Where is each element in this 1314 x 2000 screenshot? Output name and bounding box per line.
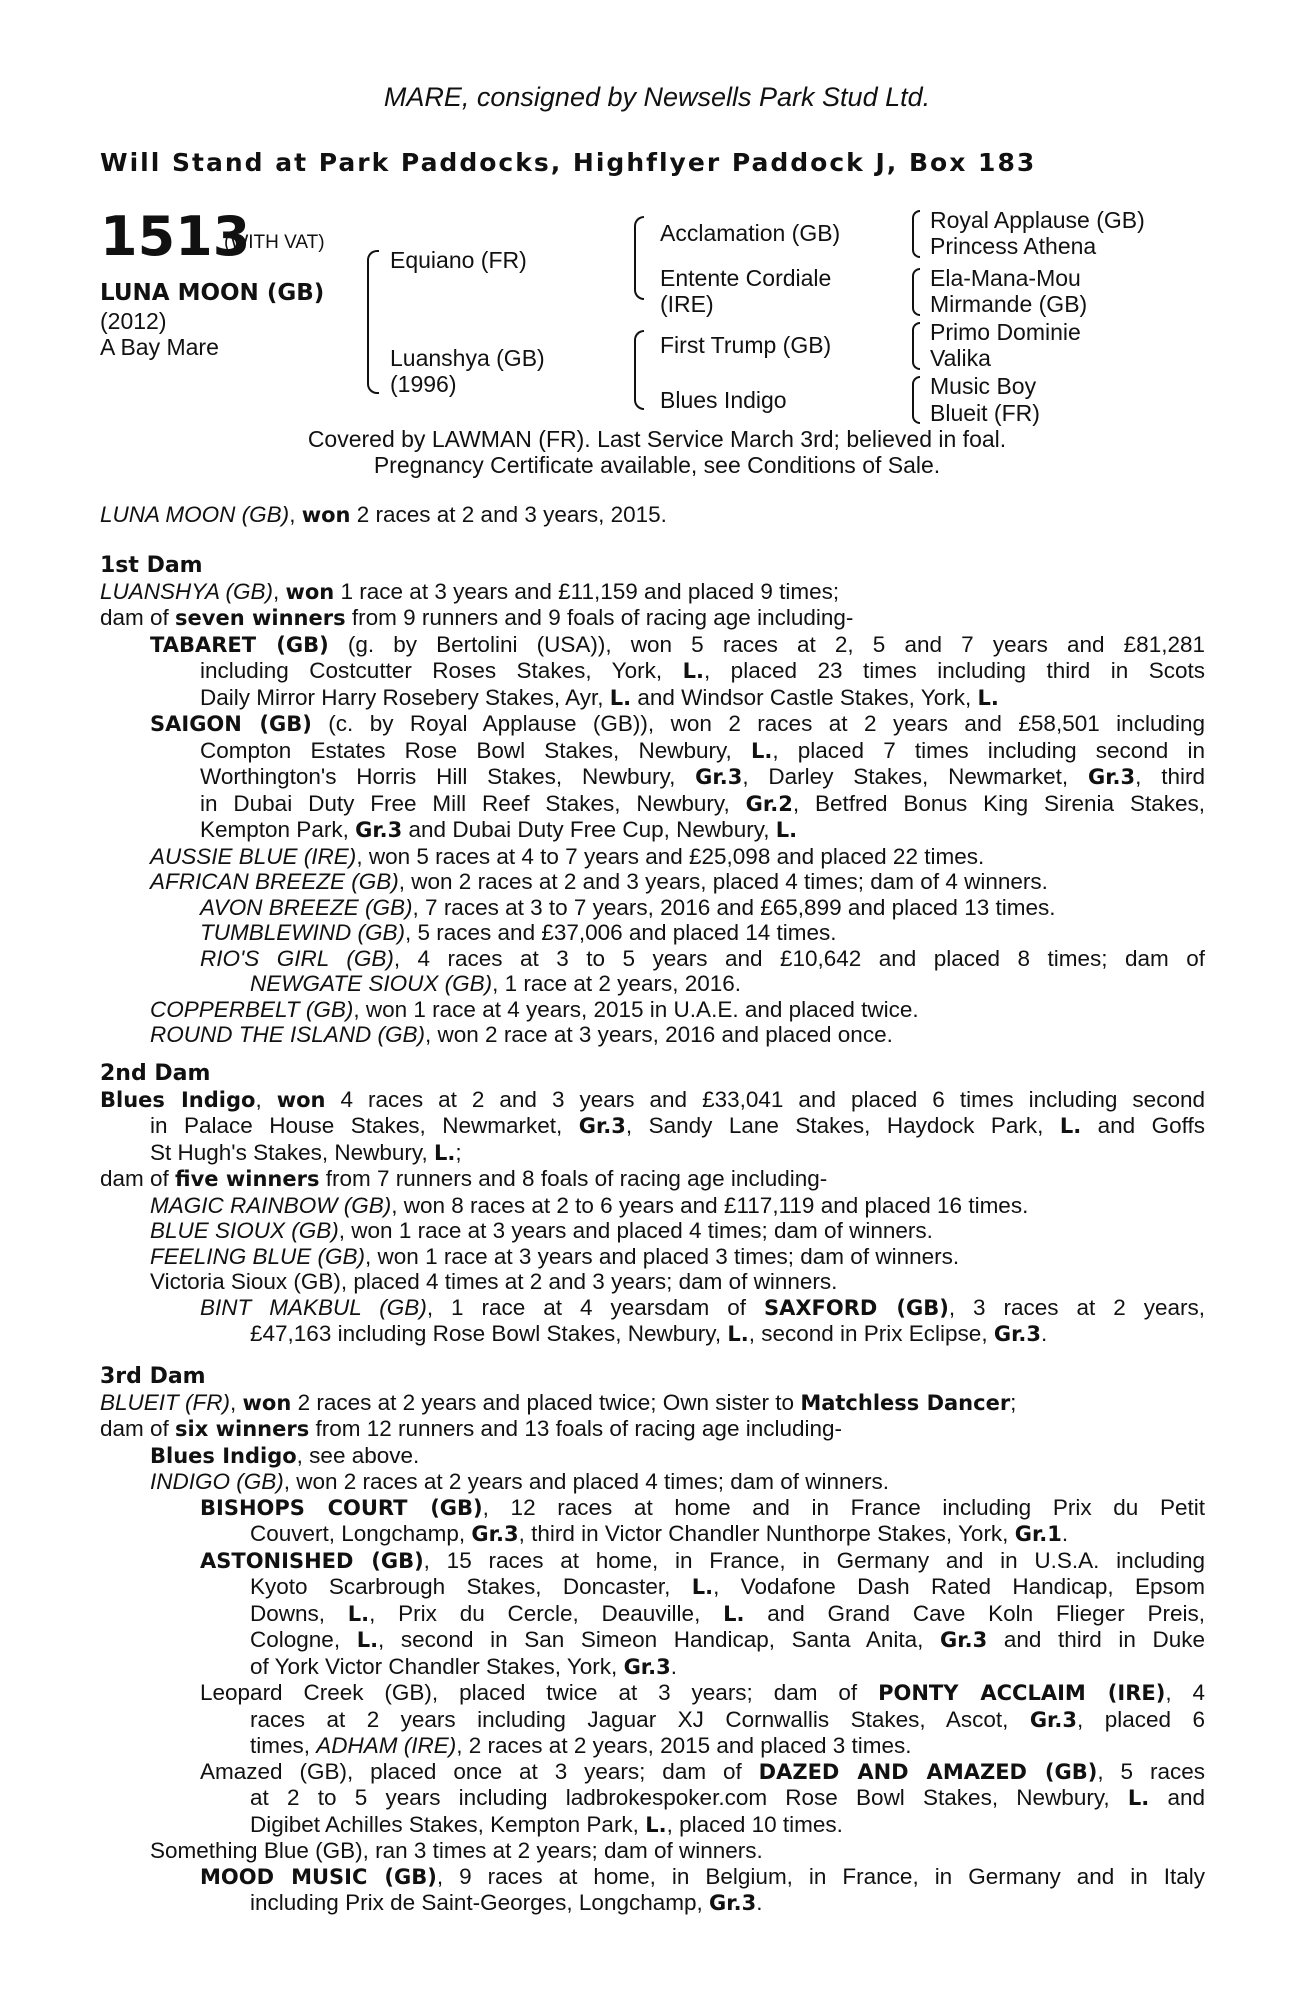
text: ; bbox=[455, 1139, 462, 1165]
text: , 15 races at home, in France, in Germany and in U.S.A. including bbox=[423, 1547, 1205, 1573]
listed-mark: L. bbox=[1059, 1114, 1082, 1138]
text: , placed 6 bbox=[1077, 1706, 1205, 1732]
dam-record: 1 race at 3 years and £11,159 and placed 9 times; bbox=[334, 578, 840, 604]
saigon-line-3 bbox=[100, 764, 1205, 791]
text: , won 2 race at 3 years, 2016 and placed once. bbox=[425, 1022, 893, 1047]
text: , won 1 race at 4 years, 2015 in U.A.E. and placed twice. bbox=[353, 996, 919, 1022]
text: ; bbox=[1010, 1389, 1017, 1415]
horse-name: COPPERBELT (GB) bbox=[150, 996, 354, 1022]
text: , third bbox=[1135, 764, 1205, 789]
text: Compton Estates Rose Bowl Stakes, Newbury, bbox=[200, 737, 751, 763]
text: dam of bbox=[100, 605, 176, 630]
horse-saxford: SAXFORD (GB) bbox=[763, 1295, 949, 1320]
horse-mood-music: MOOD MUSIC (GB) bbox=[200, 1864, 437, 1889]
pedigree-brace-dam bbox=[634, 330, 644, 410]
text: , won 8 races at 2 to 6 years and £117,119 and placed 16 times. bbox=[391, 1192, 1029, 1218]
something-blue-line: Something Blue (GB), ran 3 times at 2 years; dam of winners. bbox=[150, 1838, 763, 1863]
bishops-court-line-2 bbox=[100, 1521, 1205, 1548]
text: , 5 races bbox=[1097, 1758, 1205, 1784]
won-label: won bbox=[276, 1087, 326, 1112]
magic-rainbow-line bbox=[100, 1193, 1205, 1219]
text: , 2 races at 2 years, 2015 and placed 3 times. bbox=[456, 1733, 912, 1758]
horse-name: ADHAM (IRE) bbox=[316, 1733, 457, 1758]
covered-line-1: Covered by LAWMAN (FR). Last Service March 3rd; believed in foal. bbox=[307, 426, 1007, 452]
pedigree-dam-year: (1996) bbox=[390, 371, 457, 397]
bint-makbul-line-1 bbox=[100, 1295, 1205, 1322]
horse-astonished: ASTONISHED (GB) bbox=[200, 1548, 424, 1573]
listed-mark: L. bbox=[723, 1601, 745, 1626]
horse-name: MAGIC RAINBOW (GB) bbox=[150, 1192, 392, 1218]
text: (g. by Bertolini (USA)), won 5 races at 2, 5 and 7 years and £81,281 bbox=[328, 631, 1206, 657]
covered-line-2: Pregnancy Certificate available, see Conditions of Sale. bbox=[373, 452, 941, 478]
listed-mark: L. bbox=[356, 1628, 379, 1652]
intro bbox=[100, 502, 1205, 529]
astonished-line-3 bbox=[100, 1601, 1205, 1628]
text: , second in Prix Eclipse, bbox=[748, 1321, 994, 1346]
listed-mark: L. bbox=[609, 685, 632, 710]
pedigree-brace-sd bbox=[912, 268, 920, 316]
horse-description: A Bay Mare bbox=[100, 334, 219, 360]
text: St Hugh's Stakes, Newbury, bbox=[150, 1139, 434, 1165]
victoria-sioux-line: Victoria Sioux (GB), placed 4 times at 2 and 3 years; dam of winners. bbox=[150, 1269, 838, 1294]
saigon-line-5 bbox=[100, 817, 1205, 844]
listed-mark: L. bbox=[727, 1322, 749, 1346]
tabaret-line-3 bbox=[100, 685, 1205, 712]
horse-bishops-court: BISHOPS COURT (GB) bbox=[200, 1495, 483, 1520]
leopard-creek-line-2 bbox=[100, 1707, 1205, 1734]
second-dam-section bbox=[100, 1061, 1205, 1348]
saigon-line-4 bbox=[100, 791, 1205, 818]
leopard-creek-line-1 bbox=[100, 1680, 1205, 1707]
text: , 4 bbox=[1165, 1680, 1205, 1705]
winners-count: seven winners bbox=[175, 606, 346, 630]
text: , won 2 races at 2 years and placed 4 times; dam of winners. bbox=[283, 1469, 890, 1494]
text: and third in Duke bbox=[987, 1627, 1205, 1652]
text: from 9 runners and 9 foals of racing age including- bbox=[345, 605, 854, 630]
pedigree-sdd: Mirmande (GB) bbox=[930, 291, 1088, 317]
first-dam-heading: 1st Dam bbox=[100, 553, 203, 578]
text: , 1 race at 2 years, 2016. bbox=[492, 971, 742, 996]
consignment-line: MARE, consigned by Newsells Park Stud Ltd. bbox=[383, 82, 931, 112]
text: . bbox=[670, 1653, 678, 1679]
group-mark: Gr.3 bbox=[695, 765, 743, 789]
text: from 12 runners and 13 foals of racing age including- bbox=[309, 1416, 843, 1441]
text: at 2 to 5 years including ladbrokespoker.com Rose Bowl Stakes, Newbury, bbox=[250, 1785, 1128, 1810]
won-label: won bbox=[285, 579, 335, 604]
text: , Sandy Lane Stakes, Haydock Park, bbox=[625, 1113, 1060, 1138]
text: Cologne, bbox=[250, 1627, 357, 1652]
saigon-line-2 bbox=[100, 738, 1205, 765]
listed-mark: L. bbox=[750, 738, 773, 763]
horse-name: NEWGATE SIOUX (GB) bbox=[250, 971, 493, 996]
text: dam of bbox=[100, 1416, 176, 1441]
newgate-sioux-line bbox=[100, 971, 1205, 997]
pedigree-dam-sire: First Trump (GB) bbox=[660, 332, 832, 358]
listed-mark: L. bbox=[977, 685, 999, 710]
text: , 7 races at 3 to 7 years, 2016 and £65,899 and placed 13 times. bbox=[412, 894, 1056, 920]
text: , placed 7 times including second in bbox=[772, 737, 1205, 763]
intro-won: won bbox=[301, 503, 351, 527]
text: , 5 races and £37,006 and placed 14 times. bbox=[405, 920, 837, 945]
text: Digibet Achilles Stakes, Kempton Park, bbox=[250, 1811, 646, 1837]
tabaret-line-2 bbox=[100, 658, 1205, 685]
group-mark: Gr.3 bbox=[623, 1654, 671, 1679]
third-dam-produce-line bbox=[100, 1416, 1205, 1443]
lot-number: 1513 bbox=[100, 205, 251, 268]
text: , Vodafone Dash Rated Handicap, Epsom bbox=[713, 1574, 1205, 1599]
winners-count: six winners bbox=[175, 1417, 310, 1441]
text: , second in San Simeon Handicap, Santa Anita, bbox=[378, 1627, 940, 1652]
third-dam-heading: 3rd Dam bbox=[100, 1364, 206, 1389]
text: Leopard Creek (GB), placed twice at 3 years; dam of bbox=[200, 1680, 879, 1705]
text: , Prix du Cercle, Deauville, bbox=[369, 1600, 724, 1626]
group-mark: Gr.3 bbox=[709, 1891, 757, 1915]
text: Amazed (GB), placed once at 3 years; dam of bbox=[200, 1758, 759, 1784]
listed-mark: L. bbox=[775, 818, 798, 842]
horse-year: (2012) bbox=[100, 308, 167, 334]
third-dam-section bbox=[100, 1364, 1205, 1917]
text: in Dubai Duty Free Mill Reef Stakes, Newbury, bbox=[200, 790, 746, 816]
african-breeze-line bbox=[100, 869, 1205, 895]
pedigree-brace-ds bbox=[912, 322, 920, 370]
text: 4 races at 2 and 3 years and £33,041 and placed 6 times including second bbox=[325, 1086, 1205, 1112]
round-the-island-line bbox=[100, 1022, 1205, 1048]
group-mark: Gr.2 bbox=[745, 791, 793, 816]
group-mark: Gr.3 bbox=[940, 1628, 988, 1652]
group-mark: Gr.3 bbox=[355, 818, 403, 842]
second-dam-produce-line bbox=[100, 1166, 1205, 1193]
pedigree-brace-main bbox=[367, 250, 379, 394]
text: , Darley Stakes, Newmarket, bbox=[742, 764, 1088, 789]
dam-name: BLUEIT (FR) bbox=[100, 1389, 231, 1415]
pedigree-sire-dam: Entente Cordiale bbox=[660, 265, 832, 291]
tumblewind-line bbox=[100, 920, 1205, 946]
intro-text: 2 races at 2 and 3 years, 2015. bbox=[350, 502, 667, 527]
pedigree-brace-ss bbox=[912, 210, 920, 258]
mood-music-line-1 bbox=[100, 1864, 1205, 1891]
astonished-line-4 bbox=[100, 1627, 1205, 1654]
third-dam-line-1: BLUEIT (FR), won 2 races at 2 years and placed twice; Own sister to Matchless Dancer; bbox=[100, 1389, 1017, 1415]
horse-name: AUSSIE BLUE (IRE) bbox=[150, 843, 357, 869]
horse-saigon: SAIGON (GB) bbox=[150, 712, 312, 736]
horse-name: ROUND THE ISLAND (GB) bbox=[150, 1022, 426, 1047]
amazed-line-2 bbox=[100, 1785, 1205, 1812]
text: and Goffs bbox=[1081, 1113, 1206, 1138]
text: , 12 races at home and in France including Prix du Petit bbox=[482, 1494, 1205, 1520]
listed-mark: L. bbox=[645, 1812, 667, 1837]
stand-location: Will Stand at Park Paddocks, Highflyer Paddock J, Box 183 bbox=[100, 148, 1037, 177]
intro-name: LUNA MOON (GB) bbox=[100, 502, 290, 527]
pedigree-ssd: Princess Athena bbox=[930, 233, 1097, 259]
text: , see above. bbox=[296, 1442, 420, 1468]
second-dam-line-3 bbox=[100, 1140, 1205, 1167]
pedigree-dds: Music Boy bbox=[930, 373, 1037, 399]
text: (c. by Royal Applause (GB)), won 2 races at 2 years and £58,501 including bbox=[311, 711, 1205, 736]
text: including Costcutter Roses Stakes, York, bbox=[200, 658, 683, 683]
text: from 7 runners and 8 foals of racing age including- bbox=[319, 1166, 828, 1191]
group-mark: Gr.3 bbox=[1087, 765, 1136, 789]
saigon-line-1 bbox=[100, 711, 1205, 738]
text: , won 5 races at 4 to 7 years and £25,098 and placed 22 times. bbox=[356, 843, 985, 869]
horse-name: FEELING BLUE (GB) bbox=[150, 1243, 366, 1269]
text: , placed 23 times including third in Scots bbox=[703, 658, 1205, 683]
pedigree-sss: Royal Applause (GB) bbox=[930, 207, 1145, 233]
feeling-blue-line bbox=[100, 1244, 1205, 1270]
intro-line: LUNA MOON (GB), won 2 races at 2 and 3 years, 2015. bbox=[100, 502, 667, 527]
text: races at 2 years including Jaguar XJ Cornwallis Stakes, Ascot, bbox=[250, 1706, 1030, 1732]
dam-name: Blues Indigo bbox=[100, 1087, 256, 1112]
pedigree-sire-dam-origin: (IRE) bbox=[660, 291, 714, 317]
astonished-line-1 bbox=[100, 1548, 1205, 1575]
listed-mark: L. bbox=[691, 1575, 714, 1599]
astonished-line-2 bbox=[100, 1574, 1205, 1601]
first-dam-line: LUANSHYA (GB), won 1 race at 3 years and £11,159 and placed 9 times; bbox=[100, 578, 840, 604]
text: . bbox=[1061, 1521, 1069, 1546]
winners-count: five winners bbox=[175, 1167, 320, 1191]
text: , Betfred Bonus King Sirenia Stakes, bbox=[792, 790, 1205, 816]
text: , won 2 races at 2 and 3 years, placed 4 times; dam of 4 winners. bbox=[398, 869, 1048, 894]
horse-name: BINT MAKBUL (GB) bbox=[200, 1294, 427, 1320]
text: , 1 race at 4 yearsdam of bbox=[426, 1294, 764, 1320]
pedigree-dsd: Valika bbox=[930, 345, 991, 371]
horse-dazed-and-amazed: DAZED AND AMAZED (GB) bbox=[758, 1759, 1098, 1784]
amazed-line-3 bbox=[100, 1812, 1205, 1839]
pedigree-ddd: Blueit (FR) bbox=[930, 400, 1040, 426]
aussie-blue-line bbox=[100, 844, 1205, 870]
text: , won 1 race at 3 years and placed 4 times; dam of winners. bbox=[338, 1218, 933, 1243]
pedigree-sds: Ela-Mana-Mou bbox=[930, 265, 1081, 291]
listed-mark: L. bbox=[434, 1140, 456, 1165]
pedigree-brace-sire bbox=[634, 216, 644, 300]
listed-mark: L. bbox=[682, 659, 704, 683]
text: and Grand Cave Koln Flieger Preis, bbox=[744, 1600, 1205, 1626]
pedigree-dam-dam: Blues Indigo bbox=[660, 387, 787, 413]
horse-name: RIO'S GIRL (GB) bbox=[200, 945, 394, 971]
text: and Windsor Castle Stakes, York, bbox=[631, 684, 978, 710]
horse-ponty-acclaim: PONTY ACCLAIM (IRE) bbox=[878, 1681, 1166, 1705]
text: in Palace House Stakes, Newmarket, bbox=[150, 1113, 579, 1138]
text: Couvert, Longchamp, bbox=[250, 1521, 472, 1546]
first-dam-produce-line bbox=[100, 605, 1205, 632]
text: 2 races at 2 years and placed twice; Own sister to bbox=[291, 1389, 801, 1415]
astonished-line-5 bbox=[100, 1654, 1205, 1681]
horse-name: BLUE SIOUX (GB) bbox=[150, 1218, 339, 1243]
second-dam-line-2 bbox=[100, 1113, 1205, 1140]
second-dam-heading: 2nd Dam bbox=[100, 1061, 211, 1086]
group-mark: Gr.3 bbox=[578, 1114, 626, 1138]
rios-girl-line bbox=[100, 946, 1205, 972]
text: , 4 races at 3 to 5 years and £10,642 and placed 8 times; dam of bbox=[393, 945, 1205, 971]
listed-mark: L. bbox=[1127, 1786, 1150, 1810]
horse-name: LUNA MOON (GB) bbox=[100, 280, 325, 306]
text: Worthington's Horris Hill Stakes, Newbury, bbox=[200, 764, 696, 789]
text: of York Victor Chandler Stakes, York, bbox=[250, 1653, 624, 1679]
text: Kyoto Scarbrough Stakes, Doncaster, bbox=[250, 1574, 692, 1599]
horse-name: TUMBLEWIND (GB) bbox=[200, 920, 405, 945]
copperbelt-line bbox=[100, 997, 1205, 1023]
text: and bbox=[1149, 1785, 1205, 1810]
text: dam of bbox=[100, 1166, 176, 1191]
text: . bbox=[1041, 1321, 1048, 1346]
text: including Prix de Saint-Georges, Longchamp, bbox=[250, 1890, 710, 1915]
pedigree-brace-dd bbox=[912, 376, 920, 424]
horse-name: INDIGO (GB) bbox=[150, 1469, 284, 1494]
text: Kempton Park, bbox=[200, 817, 356, 842]
text: . bbox=[756, 1890, 763, 1915]
tabaret-line-1 bbox=[100, 632, 1205, 659]
text: Daily Mirror Harry Rosebery Stakes, Ayr, bbox=[200, 684, 610, 710]
pedigree-dss: Primo Dominie bbox=[930, 319, 1081, 345]
group-mark: Gr.3 bbox=[471, 1522, 519, 1546]
horse-tabaret: TABARET (GB) bbox=[150, 632, 329, 657]
text: , third in Victor Chandler Nunthorpe Stakes, York, bbox=[518, 1521, 1015, 1546]
leopard-creek-line-3 bbox=[100, 1733, 1205, 1759]
text: , placed 10 times. bbox=[666, 1811, 843, 1837]
horse-blues-indigo: Blues Indigo bbox=[150, 1443, 297, 1468]
listed-mark: L. bbox=[347, 1601, 370, 1626]
first-dam-section bbox=[100, 553, 1205, 1048]
text: , won 1 race at 3 years and placed 3 times; dam of winners. bbox=[365, 1243, 960, 1269]
avon-breeze-line bbox=[100, 895, 1205, 921]
horse-name: AFRICAN BREEZE (GB) bbox=[150, 869, 399, 894]
group-mark: Gr.1 bbox=[1014, 1522, 1062, 1546]
mood-music-line-2 bbox=[100, 1890, 1205, 1917]
amazed-line-1 bbox=[100, 1759, 1205, 1786]
text: times, bbox=[250, 1733, 317, 1758]
text: , 9 races at home, in Belgium, in France, in Germany and in Italy bbox=[436, 1863, 1205, 1889]
text: Downs, bbox=[250, 1600, 348, 1626]
bint-makbul-line-2 bbox=[100, 1321, 1205, 1348]
group-mark: Gr.3 bbox=[993, 1322, 1042, 1346]
text: £47,163 including Rose Bowl Stakes, Newbury, bbox=[250, 1321, 728, 1346]
text: and Dubai Duty Free Cup, Newbury, bbox=[402, 817, 776, 842]
indigo-line bbox=[100, 1469, 1205, 1495]
pedigree-sire-sire: Acclamation (GB) bbox=[660, 220, 841, 246]
covered-note bbox=[0, 426, 1314, 478]
bishops-court-line-1 bbox=[100, 1495, 1205, 1522]
blues-indigo-line bbox=[100, 1443, 1205, 1470]
horse-name: AVON BREEZE (GB) bbox=[200, 894, 413, 920]
second-dam-line-1: Blues Indigo, won 4 races at 2 and 3 years and £33,041 and placed 6 times including second bbox=[100, 1086, 1205, 1112]
pedigree-sire: Equiano (FR) bbox=[390, 247, 527, 273]
text: , 3 races at 2 years, bbox=[948, 1294, 1205, 1320]
dam-name: LUANSHYA (GB) bbox=[100, 578, 273, 604]
pedigree-dam: Luanshya (GB) bbox=[390, 345, 545, 371]
horse-matchless-dancer: Matchless Dancer bbox=[800, 1390, 1011, 1415]
blue-sioux-line bbox=[100, 1218, 1205, 1244]
won-label: won bbox=[242, 1390, 292, 1415]
group-mark: Gr.3 bbox=[1029, 1707, 1078, 1732]
vat-note: (WITH VAT) bbox=[224, 232, 325, 253]
